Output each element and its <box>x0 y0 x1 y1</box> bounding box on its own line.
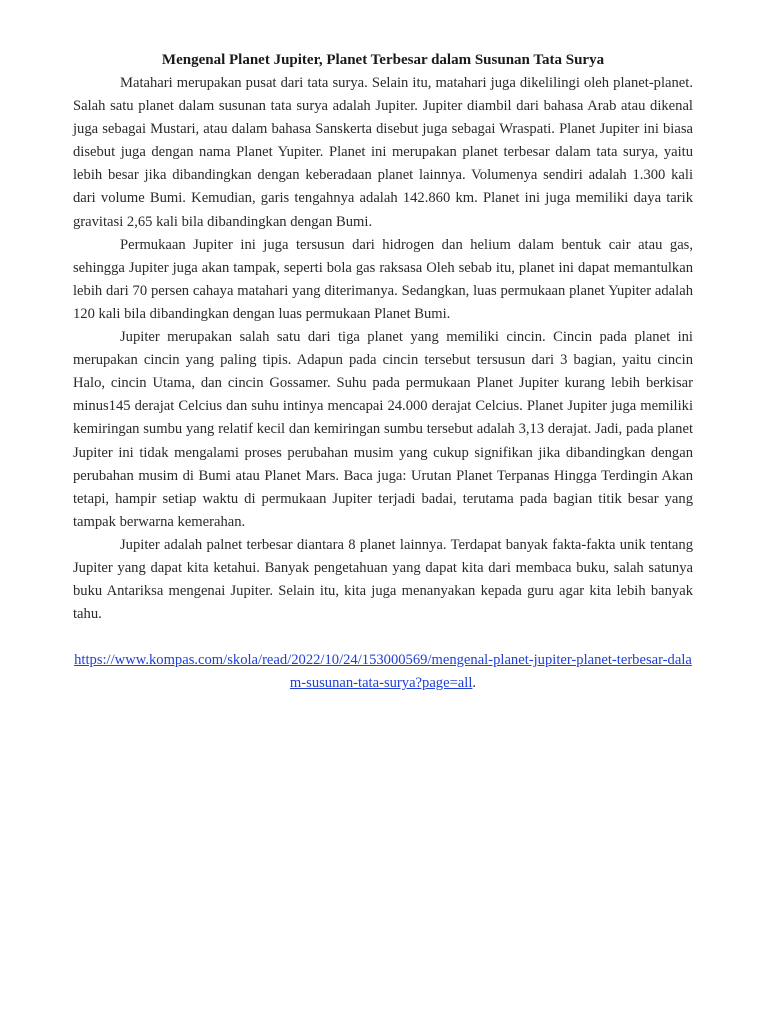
paragraph-4: Jupiter adalah palnet terbesar diantara 8 planet lainnya. Terdapat banyak fakta-fakta unik tentang Jupiter yang dapat kita ketahui. Banyak pengetahuan yang dapat kita dari membaca buku, salah satunya buku Antariksa mengenai Jupiter. Selain itu, kita juga menanyakan kepada guru agar kita lebih banyak tahu. <box>73 536 693 623</box>
document-title: Mengenal Planet Jupiter, Planet Terbesar dalam Susunan Tata Surya <box>161 52 605 68</box>
source-trailing-period: . <box>472 675 477 692</box>
source-link[interactable]: https://www.kompas.com/skola/read/2022/10/24/153000569/mengenal-planet-jupiter-planet-terbesar-dalam-susunan-tata-surya?page=all <box>74 652 692 692</box>
source-reference <box>73 649 693 695</box>
document-page <box>73 49 693 695</box>
paragraph-2: Permukaan Jupiter ini juga tersusun dari hidrogen dan helium dalam bentuk cair atau gas, sehingga Jupiter juga akan tampak, seperti bola gas raksasa Oleh sebab itu, planet ini dapat memantulkan lebih dari 70 persen cahaya matahari yang diterimanya. Sedangkan, luas permukaan planet Yupiter adalah 120 kali bila dibandingkan dengan luas permukaan Planet Bumi. <box>73 236 693 322</box>
paragraph-1: Matahari merupakan pusat dari tata surya. Selain itu, matahari juga dikelilingi oleh planet-planet. Salah satu planet dalam susunan tata surya adalah Jupiter. Jupiter diambil dari bahasa Arab atau dikenal juga sebagai Mustari, atau dalam bahasa Sanskerta disebut juga sebagai Wraspati. Planet Jupiter ini biasa disebut juga dengan nama Planet Yupiter. Planet ini merupakan planet terbesar dalam tata surya, yaitu lebih besar jika dibandingkan dengan keberadaan planet lainnya. Volumenya sendiri adalah 1.300 kali dari volume Bumi. Kemudian, garis tengahnya adalah 142.860 km. Planet ini juga memiliki daya tarik gravitasi 2,65 kali bila dibandingkan dengan Bumi. <box>73 75 693 230</box>
paragraph-3: Jupiter merupakan salah satu dari tiga planet yang memiliki cincin. Cincin pada planet ini merupakan cincin yang paling tipis. Adapun pada cincin tersebut tersusun dari 3 bagian, yaitu cincin Halo, cincin Utama, dan cincin Gossamer. Suhu pada permukaan Planet Jupiter kurang lebih berkisar minus145 derajat Celcius dan suhu intinya mencapai 24.000 derajat Celcius. Planet Jupiter juga memiliki kemiringan sumbu yang relatif kecil dan kemiringan sumbu tersebut adalah 3,13 derajat. Jadi, pada planet Jupiter ini tidak mengalami proses perubahan musim yang cukup signifikan jika dibandingkan dengan perubahan musim di Bumi atau Planet Mars. Baca juga: Urutan Planet Terpanas Hingga Terdingin Akan tetapi, hampir setiap waktu di permukaan Jupiter terjadi badai, terutama pada bagian titik besar yang tampak berwarna kemerahan. <box>73 329 693 530</box>
